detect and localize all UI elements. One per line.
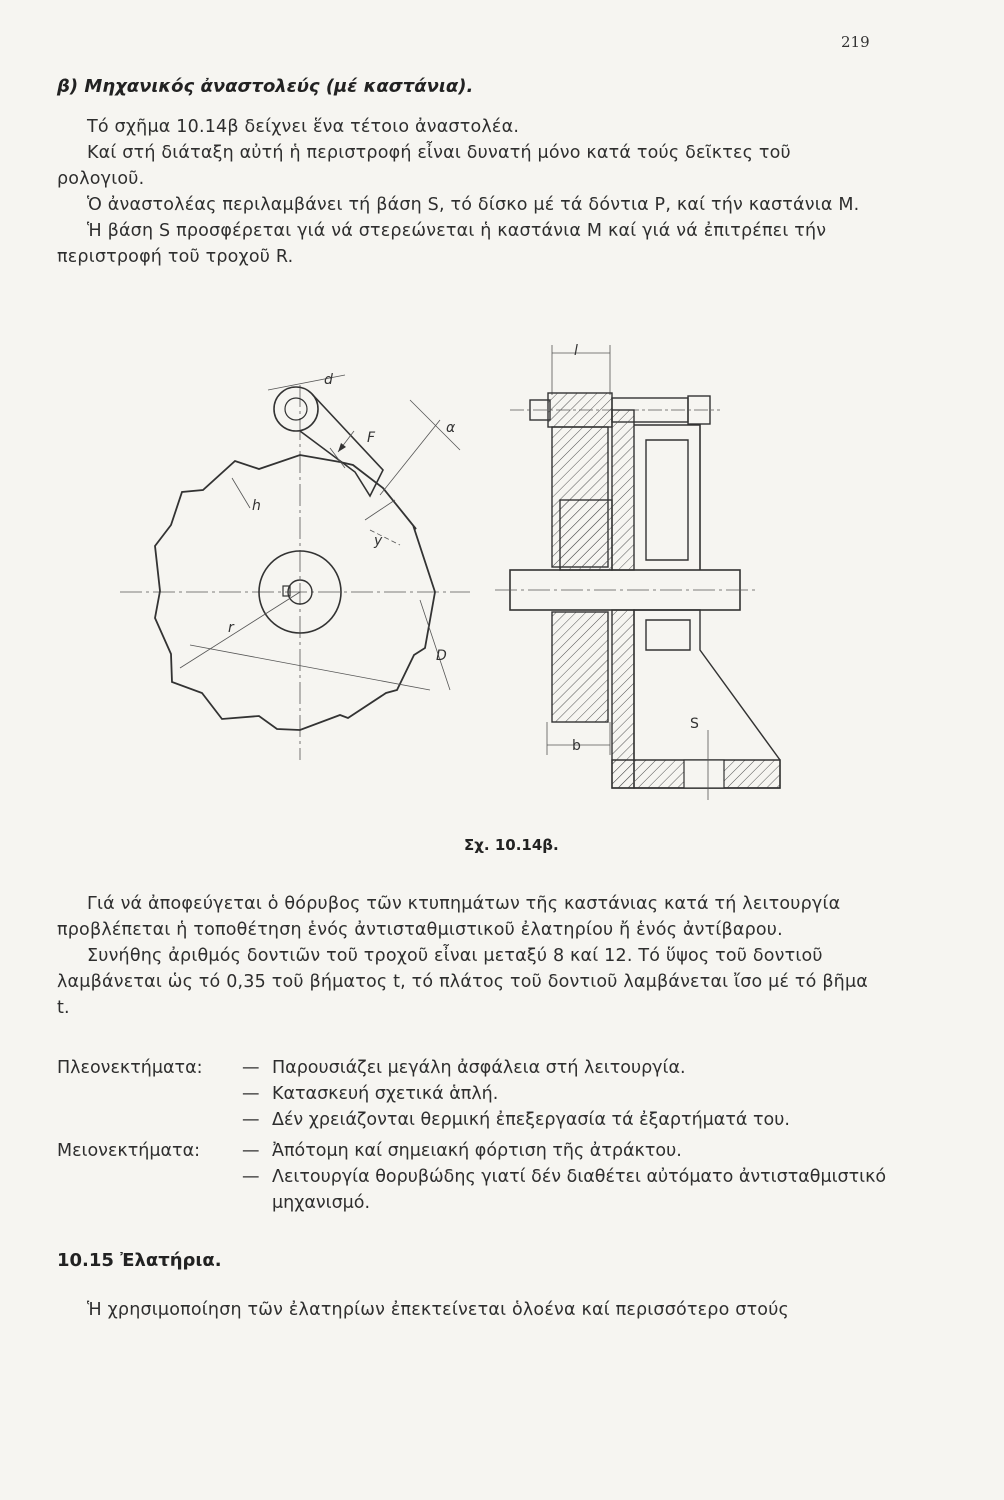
disadvantage-item: Ἀπότομη καί σημειακή φόρτιση τῆς ἀτράκτου. bbox=[272, 1141, 682, 1161]
disadvantage-item: Λειτουργία θορυβώδης γιατί δέν διαθέτει αὐτόματο ἀντισταθμιστικό μηχανισμό. bbox=[272, 1167, 887, 1213]
label-y: y bbox=[374, 533, 383, 549]
disadvantages-list: Μειονεκτήματα: — Ἀπότομη καί σημειακή φόρτιση τῆς ἀτράκτου. — Λειτουργία θορυβώδης γιατί δέν διαθέτει αὐτόματο ἀντισταθμιστικό μηχανισμό. bbox=[57, 1138, 887, 1216]
intro-line-1: Τό σχῆμα 10.14β δείχνει ἕνα τέτοιο ἀναστολέα. bbox=[87, 117, 520, 137]
figure-caption: Σχ. 10.14β. bbox=[464, 836, 559, 854]
label-l: l bbox=[574, 343, 578, 359]
advantages-list: Πλεονεκτήματα: — Παρουσιάζει μεγάλη ἀσφάλεια στή λειτουργία. — Κατασκευή σχετικά ἁπλή. — Δέν χρειάζονται θερμική ἐπεξεργασία τά ἐξαρτήματά του. bbox=[57, 1055, 887, 1133]
label-F: F bbox=[367, 430, 376, 446]
intro-line-3: Ὁ ἀναστολέας περιλαμβάνει τή βάση S, τό δίσκο μέ τά δόντια P, καί τήν καστάνια M. bbox=[87, 195, 860, 215]
advantage-item: Δέν χρειάζονται θερμική ἐπεξεργασία τά ἐξαρτήματά του. bbox=[272, 1110, 790, 1130]
label-r: r bbox=[228, 620, 234, 636]
subsection-heading: β) Μηχανικός ἀναστολεύς (μέ καστάνια). bbox=[57, 76, 474, 97]
body-paragraph-1: Γιά νά ἀποφεύγεται ὁ θόρυβος τῶν κτυπημάτων τῆς καστάνιας κατά τή λειτουργία προβλέπεται ἡ τοποθέτηση ἑνός ἀντισταθμιστικοῦ ἐλατηρίου ἤ ἑνός ἀντίβαρου. bbox=[57, 894, 841, 940]
ratchet-wheel bbox=[120, 375, 470, 760]
cross-section bbox=[495, 345, 780, 800]
advantages-label: Πλεονεκτήματα: bbox=[57, 1058, 203, 1078]
section-title: 10.15 Ἐλατήρια. bbox=[57, 1250, 222, 1271]
label-D: D bbox=[436, 648, 447, 664]
last-line bbox=[57, 1297, 877, 1323]
last-line-text: Ἡ χρησιμοποίηση τῶν ἐλατηρίων ἐπεκτείνεται ὁλοένα καί περισσότερο στούς bbox=[87, 1300, 790, 1320]
label-S: S bbox=[690, 716, 699, 732]
label-b: b bbox=[572, 738, 581, 754]
label-d: d bbox=[324, 372, 333, 388]
label-h: h bbox=[252, 498, 261, 514]
intro-line-4: Ἡ βάση S προσφέρεται γιά νά στερεώνεται ἡ καστάνια M καί γιά νά ἐπιτρέπει τήν περιστροφή τοῦ τροχοῦ R. bbox=[57, 221, 827, 267]
advantage-item: Παρουσιάζει μεγάλη ἀσφάλεια στή λειτουργία. bbox=[272, 1058, 686, 1078]
disadvantages-label: Μειονεκτήματα: bbox=[57, 1141, 200, 1161]
label-alpha: α bbox=[446, 420, 456, 436]
body-paragraph-2: Συνήθης ἀριθμός δοντιῶν τοῦ τροχοῦ εἶναι μεταξύ 8 καί 12. Τό ὕψος τοῦ δοντιοῦ λαμβάνεται ὡς τό 0,35 τοῦ βήματος t, τό πλάτος τοῦ δοντιοῦ λαμβάνεται ἴσο μέ τό βῆμα t. bbox=[57, 946, 869, 1018]
body-text bbox=[57, 891, 877, 1021]
intro-line-2: Καί στή διάταξη αὐτή ἡ περιστροφή εἶναι δυνατή μόνο κατά τούς δεῖκτες τοῦ ρολογιοῦ. bbox=[57, 143, 791, 189]
page-number: 219 bbox=[841, 33, 870, 51]
advantage-item: Κατασκευή σχετικά ἁπλή. bbox=[272, 1084, 499, 1104]
